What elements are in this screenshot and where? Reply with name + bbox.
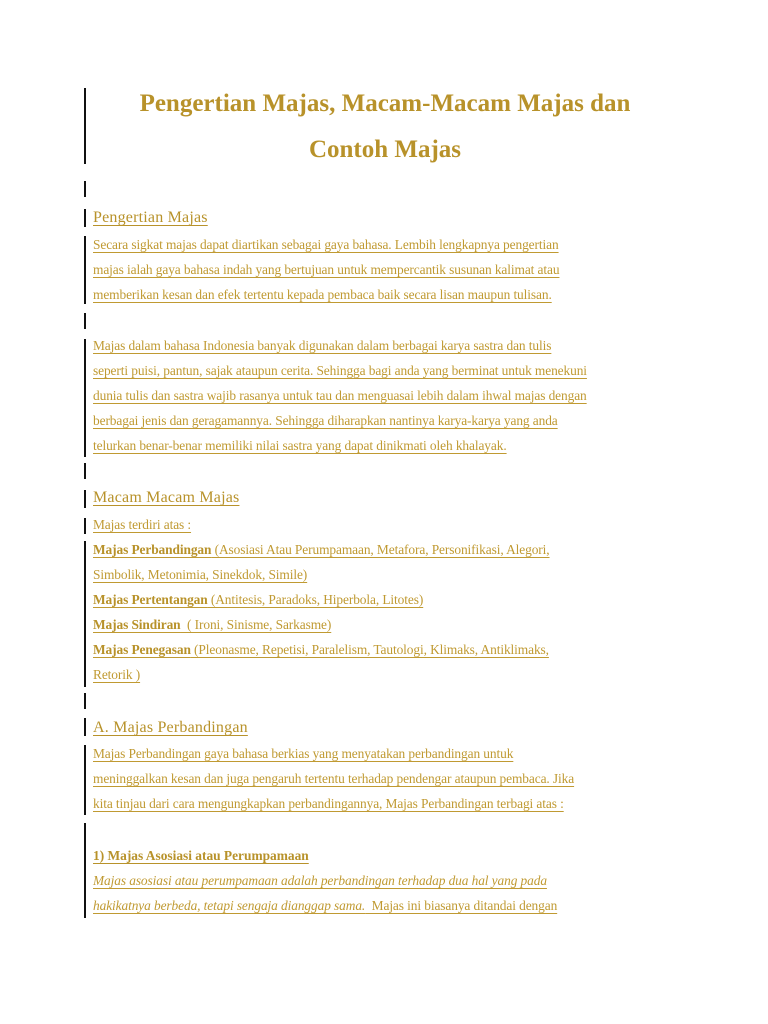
italic-segment: hakikatnya berbeda, tetapi sengaja dianggap sama. bbox=[93, 898, 366, 913]
paragraph-line: dunia tulis dan sastra wajib rasanya untuk tau dan menguasai lebih dalam ihwal majas dengan bbox=[93, 388, 587, 403]
section-heading-perbandingan: A. Majas Perbandingan bbox=[93, 719, 248, 736]
majas-item-penegasan bbox=[93, 641, 549, 659]
title-line-2: Contoh Majas bbox=[308, 136, 462, 163]
section-heading-pengertian: Pengertian Majas bbox=[93, 209, 208, 226]
majas-item-sindiran bbox=[93, 616, 331, 634]
paragraph-line-italic: Majas asosiasi atau perumpamaan adalah perbandingan terhadap dua hal yang pada bbox=[93, 873, 547, 888]
majas-item-detail-cont: Retorik ) bbox=[93, 667, 141, 682]
title-line-1: Pengertian Majas, Macam-Macam Majas dan bbox=[139, 90, 631, 117]
paragraph-line: meninggalkan kesan dan juga pengaruh tertentu terhadap pendengar ataupun pembaca. Jika bbox=[93, 771, 575, 786]
majas-item-detail: (Antitesis, Paradoks, Hiperbola, Litotes) bbox=[207, 592, 424, 607]
document-title-line-2 bbox=[90, 127, 680, 173]
change-bar bbox=[84, 718, 86, 736]
macam-intro: Majas terdiri atas : bbox=[93, 517, 192, 532]
section-heading-macam: Macam Macam Majas bbox=[93, 489, 240, 506]
document-title bbox=[90, 81, 680, 127]
paragraph-line: kita tinjau dari cara mengungkapkan perbandingannya, Majas Perbandingan terbagi atas : bbox=[93, 796, 564, 811]
change-bar bbox=[84, 236, 86, 304]
majas-item-name: Majas Sindiran bbox=[93, 617, 181, 632]
change-bar bbox=[84, 181, 86, 197]
paragraph-line: memberikan kesan dan efek tertentu kepada pembaca baik secara lisan maupun tulisan. bbox=[93, 287, 552, 302]
change-bar bbox=[84, 313, 86, 329]
paragraph-line: Majas dalam bahasa Indonesia banyak digunakan dalam berbagai karya sastra dan tulis bbox=[93, 338, 552, 353]
change-bar bbox=[84, 518, 86, 534]
paragraph-line: berbagai jenis dan geragamannya. Sehingga diharapkan nantinya karya-karya yang anda bbox=[93, 413, 558, 428]
paragraph-line: telurkan benar-benar memiliki nilai sastra yang dapat dinikmati oleh khalayak. bbox=[93, 438, 507, 453]
majas-item-name: Majas Pertentangan bbox=[93, 592, 208, 607]
change-bar bbox=[84, 339, 86, 457]
change-bar bbox=[84, 541, 86, 687]
majas-item-detail: (Asosiasi Atau Perumpamaan, Metafora, Personifikasi, Alegori, bbox=[211, 542, 550, 557]
paragraph-line: Secara sigkat majas dapat diartikan sebagai gaya bahasa. Lembih lengkapnya pengertian bbox=[93, 237, 559, 252]
majas-item-name: Majas Perbandingan bbox=[93, 542, 212, 557]
change-bar bbox=[84, 490, 86, 508]
majas-item-detail: ( Ironi, Sinisme, Sarkasme) bbox=[180, 617, 332, 632]
majas-item-detail: (Pleonasme, Repetisi, Paralelism, Tautologi, Klimaks, Antiklimaks, bbox=[190, 642, 549, 657]
change-bar bbox=[84, 209, 86, 227]
change-bar bbox=[84, 745, 86, 815]
change-bar bbox=[84, 693, 86, 709]
change-bar bbox=[84, 88, 86, 164]
normal-segment: Majas ini biasanya ditandai dengan bbox=[365, 898, 558, 913]
paragraph-line: seperti puisi, pantun, sajak ataupun cerita. Sehingga bagi anda yang berminat untuk menekuni bbox=[93, 363, 587, 378]
change-bar bbox=[84, 463, 86, 479]
majas-item-pertentangan bbox=[93, 591, 423, 609]
majas-item-perbandingan bbox=[93, 541, 550, 559]
majas-item-name: Majas Penegasan bbox=[93, 642, 191, 657]
subsection-heading-asosiasi: 1) Majas Asosiasi atau Perumpamaan bbox=[93, 848, 309, 863]
majas-item-detail-cont: Simbolik, Metonimia, Sinekdok, Simile) bbox=[93, 567, 308, 582]
paragraph-line-mixed bbox=[93, 897, 557, 915]
paragraph-line: majas ialah gaya bahasa indah yang bertujuan untuk mempercantik susunan kalimat atau bbox=[93, 262, 560, 277]
change-bar bbox=[84, 823, 86, 918]
paragraph-line: Majas Perbandingan gaya bahasa berkias yang menyatakan perbandingan untuk bbox=[93, 746, 514, 761]
